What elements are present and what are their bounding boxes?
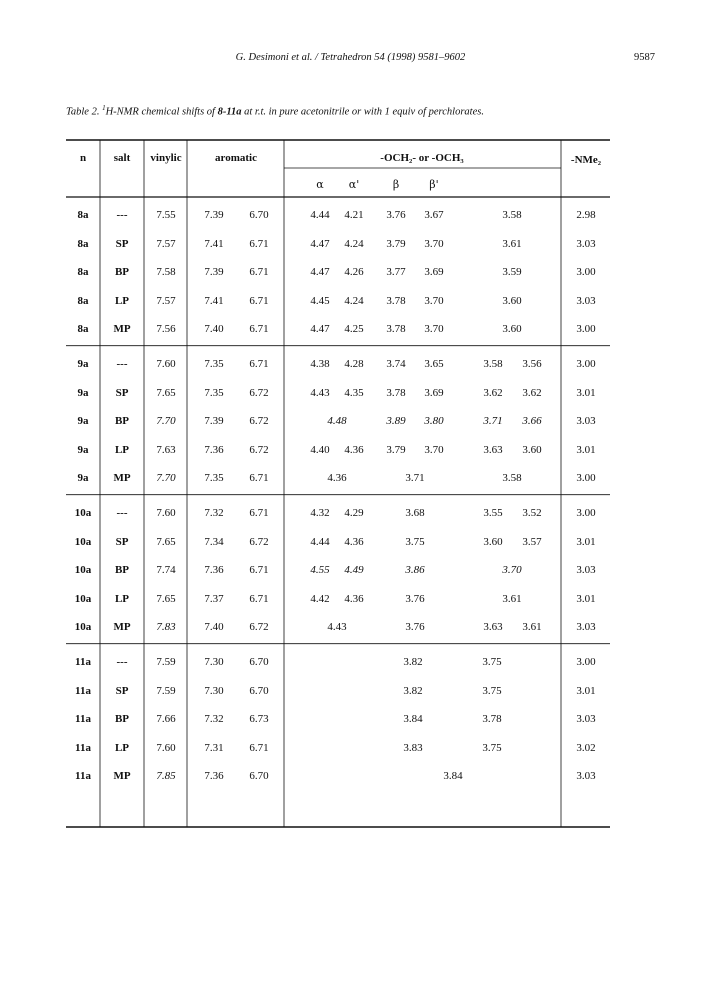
row-aromatic-1: 7.39 (204, 209, 224, 221)
row-aromatic-2: 6.70 (249, 656, 269, 668)
row-och-value: 3.76 (386, 209, 406, 221)
row-aromatic-2: 6.72 (249, 415, 269, 428)
row-compound: 9a (77, 415, 89, 428)
row-och-value: 4.43 (310, 386, 330, 399)
row-och-value: 4.48 (327, 415, 347, 428)
row-nme2: 3.00 (576, 358, 596, 370)
row-och-value: 3.63 (483, 621, 503, 634)
row-och-value: 4.49 (344, 564, 364, 577)
row-compound: 10a (74, 564, 92, 577)
row-aromatic-2: 6.70 (249, 684, 269, 697)
row-vinylic: 7.57 (156, 294, 176, 307)
row-nme2: 3.01 (576, 443, 596, 456)
caption-sup: 1 (102, 104, 106, 112)
row-compound: 8a (77, 237, 89, 250)
row-salt: --- (116, 209, 128, 221)
row-compound: 10a (74, 592, 92, 605)
row-och-value: 3.70 (424, 443, 444, 456)
row-aromatic-2: 6.71 (249, 564, 269, 577)
row-och-value: 3.75 (482, 656, 502, 668)
row-och-value: 3.65 (424, 358, 444, 370)
row-aromatic-1: 7.39 (204, 266, 224, 279)
row-och-value: 4.21 (344, 209, 364, 221)
row-och-value: 3.58 (483, 358, 503, 370)
row-compound: 11a (75, 741, 91, 754)
row-och-value: 4.36 (344, 443, 364, 456)
row-nme2: 3.03 (576, 237, 596, 250)
row-salt: --- (116, 358, 128, 370)
nmr-shift-table (66, 139, 610, 829)
row-och-value: 3.84 (403, 713, 423, 726)
row-salt: SP (115, 237, 129, 250)
row-och-value: 3.82 (403, 656, 423, 668)
row-och-value: 3.70 (424, 323, 444, 336)
row-vinylic: 7.63 (156, 443, 176, 456)
row-nme2: 3.03 (576, 564, 596, 577)
row-compound: 9a (77, 358, 89, 370)
row-och-value: 3.79 (386, 443, 406, 456)
row-salt: BP (114, 564, 130, 577)
row-och-value: 3.82 (403, 684, 423, 697)
row-aromatic-2: 6.72 (249, 386, 269, 399)
header-aromatic: aromatic (215, 152, 257, 164)
row-vinylic: 7.83 (156, 621, 176, 634)
row-och-value: 4.29 (344, 507, 364, 519)
row-vinylic: 7.65 (156, 386, 176, 399)
row-compound: 11a (75, 770, 91, 783)
row-vinylic: 7.59 (156, 656, 176, 668)
row-och-value: 3.89 (386, 415, 406, 428)
row-aromatic-1: 7.35 (204, 472, 224, 485)
row-aromatic-2: 6.71 (249, 507, 269, 519)
row-aromatic-1: 7.36 (204, 443, 224, 456)
row-och-value: 3.52 (522, 507, 542, 519)
row-och-value: 3.74 (386, 358, 406, 370)
row-vinylic: 7.74 (156, 564, 176, 577)
row-nme2: 2.98 (576, 209, 596, 221)
row-salt: --- (116, 656, 128, 668)
row-compound: 8a (77, 294, 89, 307)
row-och-value: 4.47 (310, 237, 330, 250)
row-och-value: 3.80 (424, 415, 444, 428)
row-och-value: 4.40 (310, 443, 330, 456)
row-salt: MP (113, 621, 131, 634)
row-vinylic: 7.57 (156, 237, 176, 250)
row-och-value: 3.60 (522, 443, 542, 456)
row-nme2: 3.00 (576, 266, 596, 279)
row-och-value: 4.42 (310, 592, 330, 605)
row-och-value: 3.77 (386, 266, 406, 279)
row-compound: 10a (74, 535, 92, 548)
row-compound: 8a (77, 266, 89, 279)
header-och: -OCH₂- or -OCH₃ (380, 152, 464, 164)
row-compound: 10a (74, 507, 92, 519)
header-nme2: -NMe₂ (570, 154, 602, 166)
row-vinylic: 7.85 (156, 770, 176, 783)
row-och-value: 4.25 (344, 323, 364, 336)
row-och-value: 3.60 (502, 323, 522, 336)
row-salt: LP (114, 592, 130, 605)
row-compound: 8a (77, 323, 89, 336)
row-nme2: 3.00 (576, 656, 596, 668)
row-och-value: 3.70 (502, 564, 522, 577)
row-och-value: 3.76 (405, 592, 425, 605)
row-vinylic: 7.70 (156, 415, 176, 428)
row-vinylic: 7.65 (156, 535, 176, 548)
row-vinylic: 7.66 (156, 713, 176, 726)
row-aromatic-1: 7.32 (204, 507, 224, 519)
row-och-value: 3.78 (386, 294, 406, 307)
row-och-value: 3.78 (386, 386, 406, 399)
row-salt: LP (114, 443, 130, 456)
row-aromatic-1: 7.31 (204, 741, 224, 754)
row-aromatic-1: 7.41 (204, 237, 224, 250)
row-och-value: 3.60 (502, 294, 522, 307)
row-vinylic: 7.70 (156, 472, 176, 485)
row-aromatic-1: 7.36 (204, 770, 224, 783)
row-nme2: 3.03 (576, 415, 596, 428)
row-och-value: 3.61 (522, 621, 542, 634)
row-salt: BP (114, 266, 130, 279)
row-aromatic-2: 6.72 (249, 535, 269, 548)
row-och-value: 4.43 (327, 621, 347, 634)
row-salt: SP (115, 535, 129, 548)
row-aromatic-1: 7.32 (204, 713, 224, 726)
row-salt: SP (115, 386, 129, 399)
row-salt: MP (113, 323, 131, 336)
row-och-value: 4.55 (310, 564, 330, 577)
row-vinylic: 7.65 (156, 592, 176, 605)
row-salt: BP (114, 415, 130, 428)
row-aromatic-2: 6.70 (249, 770, 269, 783)
row-och-value: 3.71 (483, 415, 503, 428)
caption-text-a: H-NMR chemical shifts of (105, 106, 218, 118)
row-aromatic-1: 7.36 (204, 564, 224, 577)
row-aromatic-1: 7.39 (204, 415, 224, 428)
row-och-value: 3.67 (424, 209, 444, 221)
row-salt: BP (114, 713, 130, 726)
row-compound: 9a (77, 443, 89, 456)
row-nme2: 3.01 (576, 386, 596, 399)
row-och-value: 3.83 (403, 741, 423, 754)
row-och-value: 4.26 (344, 266, 364, 279)
row-och-value: 3.78 (386, 323, 406, 336)
row-aromatic-1: 7.41 (204, 294, 224, 307)
row-aromatic-2: 6.71 (249, 592, 269, 605)
row-aromatic-2: 6.71 (249, 294, 269, 307)
row-och-value: 4.47 (310, 323, 330, 336)
row-och-value: 3.59 (502, 266, 522, 279)
header-sub-0: α (316, 178, 324, 191)
header-sub-1: α' (348, 178, 360, 191)
row-och-value: 3.56 (522, 358, 542, 370)
header-n: n (79, 152, 87, 164)
header-salt: salt (113, 152, 131, 164)
row-och-value: 4.24 (344, 237, 364, 250)
row-aromatic-2: 6.72 (249, 621, 269, 634)
row-aromatic-2: 6.72 (249, 443, 269, 456)
row-och-value: 4.45 (310, 294, 330, 307)
row-compound: 10a (74, 621, 92, 634)
row-och-value: 3.79 (386, 237, 406, 250)
row-aromatic-2: 6.70 (249, 209, 269, 221)
row-compound: 8a (77, 209, 89, 221)
row-och-value: 3.75 (482, 741, 502, 754)
header-sub-3: β' (429, 178, 439, 191)
row-vinylic: 7.60 (156, 358, 176, 370)
row-och-value: 4.35 (344, 386, 364, 399)
caption-prefix: Table 2. (66, 106, 100, 118)
row-och-value: 3.63 (483, 443, 503, 456)
row-och-value: 3.76 (405, 621, 425, 634)
row-och-value: 4.24 (344, 294, 364, 307)
row-och-value: 3.69 (424, 386, 444, 399)
page-number: 9587 (634, 52, 655, 63)
row-compound: 11a (75, 684, 91, 697)
row-och-value: 4.36 (344, 535, 364, 548)
row-nme2: 3.01 (576, 592, 596, 605)
row-nme2: 3.00 (576, 472, 596, 485)
row-nme2: 3.00 (576, 323, 596, 336)
running-head: G. Desimoni et al. / Tetrahedron 54 (1998) 9581–9602 (235, 52, 466, 63)
row-nme2: 3.00 (576, 507, 596, 519)
row-salt: --- (116, 507, 128, 519)
row-aromatic-2: 6.71 (249, 741, 269, 754)
row-och-value: 3.75 (405, 535, 425, 548)
row-nme2: 3.03 (576, 294, 596, 307)
row-och-value: 4.47 (310, 266, 330, 279)
row-och-value: 3.75 (482, 684, 502, 697)
row-och-value: 3.84 (443, 770, 463, 783)
row-och-value: 3.55 (483, 507, 503, 519)
row-och-value: 3.61 (502, 592, 522, 605)
row-aromatic-1: 7.35 (204, 386, 224, 399)
row-vinylic: 7.58 (156, 266, 176, 279)
row-aromatic-1: 7.40 (204, 621, 224, 634)
row-aromatic-2: 6.71 (249, 266, 269, 279)
row-vinylic: 7.56 (156, 323, 176, 336)
row-och-value: 3.71 (405, 472, 425, 485)
row-och-value: 4.36 (327, 472, 347, 485)
row-och-value: 3.60 (483, 535, 503, 548)
row-nme2: 3.02 (576, 741, 596, 754)
row-compound: 9a (77, 386, 89, 399)
row-och-value: 3.70 (424, 294, 444, 307)
row-och-value: 3.58 (502, 472, 522, 485)
row-och-value: 3.86 (405, 564, 425, 577)
row-aromatic-1: 7.30 (204, 656, 224, 668)
row-och-value: 3.66 (522, 415, 542, 428)
row-aromatic-1: 7.40 (204, 323, 224, 336)
row-salt: SP (115, 684, 129, 697)
row-aromatic-2: 6.71 (249, 323, 269, 336)
row-aromatic-2: 6.71 (249, 237, 269, 250)
row-vinylic: 7.59 (156, 684, 176, 697)
row-och-value: 4.38 (310, 358, 330, 370)
row-aromatic-2: 6.73 (249, 713, 269, 726)
row-salt: LP (114, 741, 130, 754)
row-och-value: 4.28 (344, 358, 364, 370)
row-och-value: 4.32 (310, 507, 330, 519)
row-och-value: 3.78 (482, 713, 502, 726)
row-aromatic-1: 7.34 (204, 535, 224, 548)
row-compound: 9a (77, 472, 89, 485)
row-och-value: 3.69 (424, 266, 444, 279)
row-och-value: 4.44 (310, 535, 330, 548)
row-salt: MP (113, 770, 131, 783)
table-caption (66, 104, 484, 118)
caption-compounds: 8-11a (217, 106, 242, 118)
row-och-value: 3.57 (522, 535, 542, 548)
header-sub-2: β (392, 178, 400, 191)
row-vinylic: 7.60 (156, 741, 176, 754)
row-aromatic-1: 7.37 (204, 592, 224, 605)
row-och-value: 3.62 (522, 386, 542, 399)
row-compound: 11a (75, 656, 91, 668)
row-nme2: 3.01 (576, 535, 596, 548)
row-nme2: 3.03 (576, 713, 596, 726)
row-vinylic: 7.55 (156, 209, 176, 221)
row-aromatic-2: 6.71 (249, 472, 269, 485)
row-salt: LP (114, 294, 130, 307)
header-vinylic: vinylic (150, 152, 182, 164)
row-nme2: 3.01 (576, 684, 596, 697)
caption-text-b: at r.t. in pure acetonitrile or with 1 equiv of perchlorates. (241, 106, 484, 118)
row-vinylic: 7.60 (156, 507, 176, 519)
row-aromatic-1: 7.30 (204, 684, 224, 697)
row-och-value: 4.36 (344, 592, 364, 605)
row-och-value: 3.58 (502, 209, 522, 221)
row-nme2: 3.03 (576, 770, 596, 783)
row-och-value: 3.68 (405, 507, 425, 519)
row-nme2: 3.03 (576, 621, 596, 634)
row-compound: 11a (75, 713, 91, 726)
row-och-value: 3.70 (424, 237, 444, 250)
row-och-value: 4.44 (310, 209, 330, 221)
row-aromatic-1: 7.35 (204, 358, 224, 370)
row-och-value: 3.61 (502, 237, 522, 250)
row-aromatic-2: 6.71 (249, 358, 269, 370)
row-salt: MP (113, 472, 131, 485)
row-och-value: 3.62 (483, 386, 503, 399)
